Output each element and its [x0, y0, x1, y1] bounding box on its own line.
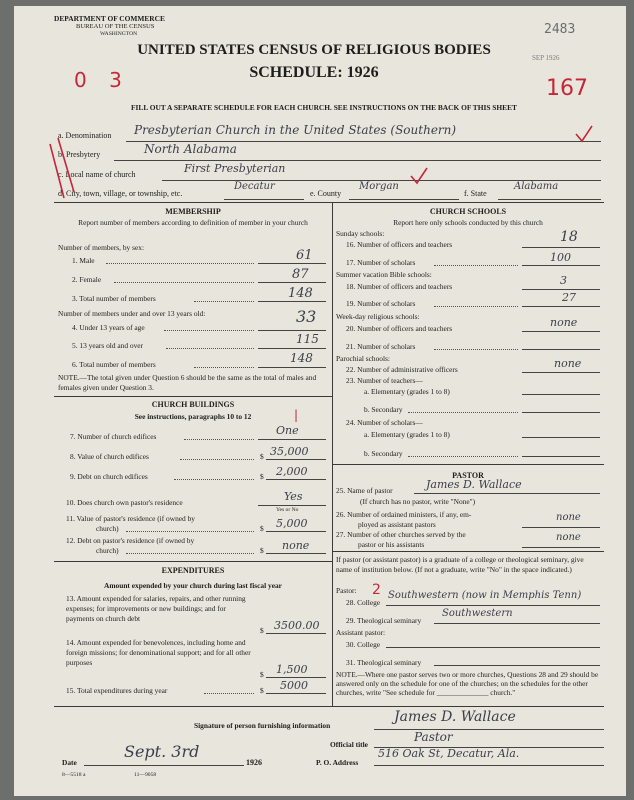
q4-label: 4. Under 13 years of age — [72, 323, 145, 332]
bureau-heading: BUREAU OF THE CENSUS — [76, 23, 155, 30]
q7-label: 7. Number of church edifices — [70, 432, 157, 441]
right-code-mark: 167 — [546, 76, 588, 101]
q25-note: (If church has no pastor, write "None") — [360, 497, 476, 506]
expenditures-title: EXPENDITURES — [161, 566, 225, 575]
date-label: Date — [62, 758, 77, 767]
yes-no-hint: Yes or No — [276, 507, 299, 513]
q17-answer: 100 — [550, 251, 571, 264]
q9-label: 9. Debt on church edifices — [70, 472, 148, 481]
q6-label: 6. Total number of members — [72, 360, 156, 369]
membership-title: MEMBERSHIP — [165, 207, 221, 216]
expenditures-intro: Amount expended by your church during last fiscal year — [104, 581, 282, 590]
q8-label: 8. Value of church edifices — [70, 452, 149, 461]
check-mark-icon — [44, 136, 104, 206]
q15-label: 15. Total expenditures during year — [66, 686, 168, 695]
q9-answer: 2,000 — [276, 465, 308, 478]
local-name-label: c. Local name of church — [58, 170, 136, 179]
q15-answer: 5000 — [280, 679, 308, 692]
city-heading: WASHINGTON — [100, 31, 138, 37]
denomination-value: Presbyterian Church in the United States (Southern) — [134, 123, 457, 137]
q11-answer: 5,000 — [276, 517, 308, 530]
parochial-schools-label: Parochial schools: — [336, 354, 390, 363]
q5-answer: 115 — [296, 332, 319, 346]
schools-intro: Report here only schools conducted by this church — [393, 218, 543, 227]
q24-label: 24. Number of scholars— — [346, 418, 423, 427]
q27-label-cont: pastor or his assistants — [358, 540, 425, 549]
po-address-label: P. O. Address — [316, 758, 359, 767]
multi-church-note: NOTE.—Where one pastor serves two or more churches, Questions 28 and 29 should be answered only on the schedule for one of the churches; on the schedules for the other churches, write "See schedule for ______________ church." — [336, 670, 599, 697]
graduate-note: If pastor (or assistant pastor) is a graduate of a college or theological seminary, give name of institution below. (If not a graduate, write "No" in the space indicated.) — [336, 555, 584, 574]
q18-answer: 3 — [560, 274, 567, 287]
q9-dollar: $ — [260, 472, 264, 481]
q11-label: 11. Value of pastor's residence (if owned by — [66, 514, 195, 523]
q14-label: 14. Amount expended for benevolences, including home and foreign missions; for denominational support; and for all other purposes — [66, 638, 251, 667]
q25-label: 25. Name of pastor — [336, 486, 393, 495]
membership-intro: Report number of members according to definition of member in your church — [78, 218, 308, 227]
age-intro-label: Number of members under and over 13 years old: — [58, 309, 206, 318]
presbytery-value: North Alabama — [144, 142, 237, 156]
q26-label: 26. Number of ordained ministers, if any, em- — [336, 510, 472, 519]
denomination-label: a. Denomination — [58, 131, 112, 140]
dept-heading: DEPARTMENT OF COMMERCE — [54, 14, 165, 23]
members-by-sex-label: Number of members, by sex: — [58, 243, 144, 252]
local-name-value: First Presbyterian — [184, 162, 286, 175]
q11-label-cont: church) — [96, 524, 119, 533]
q3-label: 3. Total number of members — [72, 294, 156, 303]
q1-label: 1. Male — [72, 256, 95, 265]
schools-title: CHURCH SCHOOLS — [429, 207, 507, 216]
pastor-title: PASTOR — [452, 471, 484, 480]
q13-answer: 3500.00 — [274, 619, 320, 632]
state-label: f. State — [464, 189, 487, 198]
q6-answer: 148 — [290, 351, 313, 365]
stamp-number: 2483 — [544, 22, 576, 37]
date-value: Sept. 3rd — [124, 742, 200, 761]
red-mark-2: 2 — [372, 582, 381, 598]
q17-label: 17. Number of scholars — [346, 258, 416, 267]
q27-label: 27. Number of other churches served by the — [336, 530, 466, 539]
signature-label: Signature of person furnishing information — [194, 721, 331, 730]
q23b-label: b. Secondary — [364, 405, 403, 414]
q3-answer: 148 — [288, 286, 313, 301]
q2-answer: 87 — [292, 267, 309, 282]
official-title-value: Pastor — [414, 730, 453, 744]
check-mark-icon — [409, 166, 429, 186]
q8-dollar: $ — [260, 452, 264, 461]
sunday-schools-label: Sunday schools: — [336, 229, 385, 238]
assistant-sub-label: Assistant pastor: — [336, 628, 386, 637]
q19-answer: 27 — [562, 291, 576, 304]
q14-answer: 1,500 — [276, 663, 308, 676]
q25-answer: James D. Wallace — [426, 478, 522, 491]
q19-label: 19. Number of scholars — [346, 299, 416, 308]
q12-label: 12. Debt on pastor's residence (if owned by — [66, 536, 195, 545]
q8-answer: 35,000 — [270, 445, 309, 458]
q20-label: 20. Number of officers and teachers — [346, 324, 453, 333]
red-tick-mark: | — [294, 408, 299, 422]
buildings-title: CHURCH BUILDINGS — [151, 400, 235, 409]
q31-label: 31. Theological seminary — [346, 658, 422, 667]
weekday-schools-label: Week-day religious schools: — [336, 312, 420, 321]
q30-label: 30. College — [346, 640, 381, 649]
check-mark-icon — [574, 124, 594, 144]
q26-answer: none — [556, 512, 581, 523]
q2-label: 2. Female — [72, 275, 102, 284]
q24a-label: a. Elementary (grades 1 to 8) — [364, 430, 450, 439]
q13-dollar: $ — [260, 626, 264, 635]
signature-value: James D. Wallace — [394, 709, 516, 725]
q16-answer: 18 — [560, 229, 578, 245]
form-title: UNITED STATES CENSUS OF RELIGIOUS BODIES — [137, 42, 491, 58]
q12-label-cont: church) — [96, 546, 119, 555]
q11-dollar: $ — [260, 524, 264, 533]
q29-answer: Southwestern — [442, 608, 513, 619]
q23a-label: a. Elementary (grades 1 to 8) — [364, 387, 450, 396]
stamp-date: SEP 1926 — [532, 54, 560, 62]
q4-answer: 33 — [296, 307, 317, 326]
buildings-intro: See instructions, paragraphs 10 to 12 — [134, 412, 252, 421]
state-value: Alabama — [514, 181, 559, 192]
q16-label: 16. Number of officers and teachers — [346, 240, 453, 249]
county-label: e. County — [310, 189, 342, 198]
membership-note: NOTE.—The total given under Question 6 should be the same as the total of males and females given under Question 3. — [58, 373, 317, 392]
q13-label: 13. Amount expended for salaries, repairs, and other running expenses; for improvements or new buildings; and for payments on church debt — [66, 594, 246, 623]
pastor-sub-label: Pastor: — [336, 586, 357, 595]
q20-answer: none — [550, 316, 578, 329]
q5-label: 5. 13 years old and over — [72, 341, 144, 350]
q18-label: 18. Number of officers and teachers — [346, 282, 453, 291]
q12-dollar: $ — [260, 546, 264, 555]
q10-label: 10. Does church own pastor's residence — [66, 498, 183, 507]
q14-dollar: $ — [260, 670, 264, 679]
summer-schools-label: Summer vacation Bible schools: — [336, 270, 432, 279]
census-schedule-sheet — [14, 6, 626, 796]
date-year: 1926 — [246, 758, 262, 767]
q22-label: 22. Number of administrative officers — [346, 365, 458, 374]
q22-answer: none — [554, 357, 582, 370]
schedule-title: SCHEDULE: 1926 — [249, 64, 379, 81]
city-label: d. City, town, village, or township, etc. — [58, 189, 183, 198]
print-number: 11—9058 — [134, 772, 157, 778]
po-address-value: 516 Oak St, Decatur, Ala. — [378, 747, 520, 760]
q21-label: 21. Number of scholars — [346, 342, 416, 351]
q12-answer: none — [282, 539, 310, 552]
instruction-line: FILL OUT A SEPARATE SCHEDULE FOR EACH CHURCH. SEE INSTRUCTIONS ON THE BACK OF THIS SHEET — [131, 103, 517, 112]
q27-answer: none — [556, 532, 581, 543]
presbytery-label: b. Presbytery — [58, 150, 101, 159]
county-value: Morgan — [359, 181, 399, 192]
q15-dollar: $ — [260, 686, 264, 695]
q28-label: 28. College — [346, 598, 381, 607]
city-value: Decatur — [234, 181, 275, 192]
q23-label: 23. Number of teachers— — [346, 376, 423, 385]
q26-label-cont: ployed as assistant pastors — [358, 520, 436, 529]
q24b-label: b. Secondary — [364, 449, 403, 458]
form-number: 8—5518 a — [62, 772, 86, 778]
q29-label: 29. Theological seminary — [346, 616, 422, 625]
q1-answer: 61 — [296, 248, 313, 263]
official-title-label: Official title — [330, 740, 368, 749]
q10-answer: Yes — [284, 490, 303, 503]
left-code-mark: 0 3 — [74, 68, 130, 92]
q7-answer: One — [276, 424, 299, 437]
q28-answer: Southwestern (now in Memphis Tenn) — [388, 590, 582, 601]
